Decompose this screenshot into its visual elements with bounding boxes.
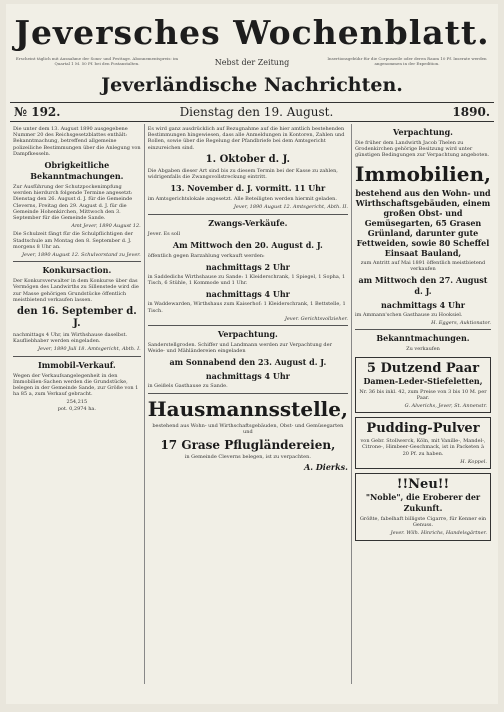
col1-sig-1: Amt Jever, 1890 August 12. <box>71 223 141 230</box>
col2-head-4: 17 Grase Pflugländereien, <box>160 438 336 453</box>
col2-date-1: 1. Oktober d. J. <box>205 153 291 165</box>
col2-text-9: bestehend aus Wohn- und Wirthschaftsgebäuden, Obst- und Gemüsegarten und <box>152 422 344 435</box>
ad-pudding-sig: H. Koppel. <box>460 458 487 465</box>
ad-cigar <box>355 473 491 541</box>
newspaper-title: Jeversches Wochenblatt. <box>14 13 490 52</box>
newspaper-subtitle: Jeverländische Nachrichten. <box>101 74 403 96</box>
col1-sig-2: Jever, 1890 August 12. Schulvorstand zu Jever. <box>22 252 141 259</box>
col3-time-1: nachmittags 4 Uhr <box>380 300 465 311</box>
col2-sig-3: A. Dierks. <box>304 462 348 473</box>
col1-val-1: 254,215 <box>66 399 88 406</box>
col3-text-4: im Ammann'schen Gasthause zu Hooksiel. <box>354 312 463 319</box>
col2-head-2: Verpachtung. <box>217 329 278 340</box>
masthead-subrow <box>6 56 498 68</box>
col3-head-2: Immobilien, <box>354 161 491 186</box>
col1-text-4: nachmittags 4 Uhr, im Wirthshause daselbst. Kaufliebhaber werden eingeladen. <box>13 332 128 345</box>
col2-text-2: im Amtsgerichtslokale angesetzt. Alle Beteiligten werden hiermit geladen. <box>147 196 337 203</box>
ad-boots-text: Damen-Leder-Stiefeletten, <box>363 375 483 386</box>
column-3 <box>352 124 494 684</box>
dateline <box>10 102 494 122</box>
col2-head-1: Zwangs-Verkäufe. <box>208 217 288 228</box>
ad-pudding-head: Pudding-Pulver <box>366 421 480 437</box>
col2-date-3: Am Mittwoch den 20. August d. J. <box>172 239 323 250</box>
ad-cigar-sig: Jever. Wilh. Hinrichs, Handelsgärtner. <box>390 530 487 537</box>
col1-date-3: den 16. September d. J. <box>17 306 137 330</box>
col2-sig-2: Jever. Gerichtsvollzieher. <box>284 315 348 322</box>
col2-intro: Es wird ganz ausdrücklich auf Bezugnahme auf die hier amtlich bestehenden Bestimmungen hingewiesen, dass alle Anmeldungen in Kontoren, Zahlen und Rollen, sowie über die Regelung der Pfandbriefe bei dem Amtsgericht einzureichen sind. <box>147 126 345 151</box>
ad-boots-sig: G. Alverichs, Jever, St. Annenstr. <box>404 403 487 410</box>
divider <box>13 261 141 262</box>
columns <box>10 124 494 684</box>
col1-text-3: Der Konkursverwalter in dem Konkurse über das Vermögen des Landwirths zu Sillenstede wird die zur Masse gehörigen Grundstücke öffentlich meistbietend verkaufen lassen. <box>13 278 139 303</box>
col2-sig-1: Jever, 1890 August 12. Amtsgericht, Abth. II. <box>233 204 348 211</box>
col2-text-6: in Waddewarden, Wirthshaus zum Kaiserhof: 1 Kleiderschrank, 1 Bettstelle, 1 Tisch. <box>147 301 346 314</box>
col2-time-1: nachmittags 2 Uhr <box>205 262 290 273</box>
masthead <box>6 4 498 98</box>
col1-text-2: Die Schulzeit fängt für die Schulpflichtigen der Stadtschule am Montag den 8. September d. J. morgens 8 Uhr an. <box>13 231 134 250</box>
newspaper-page <box>6 4 498 704</box>
col2-time-3: nachmittags 4 Uhr <box>205 371 290 382</box>
col1-intro: Die unter dem 13. August 1890 ausgegebene Nummer 20 des Reichsgesetzblattes enthält: Bekanntmachung, betreffend allgemeine polizeiliche Bestimmungen über die Anlegung von Dampfkesseln. <box>13 126 141 157</box>
col2-text-4: öffentlich gegen Barzahlung verkauft werden: <box>147 252 265 259</box>
ad-boots <box>355 357 491 414</box>
col1-head-2: Konkursaction. <box>42 265 112 276</box>
masthead-right-text: Insertionsgebühr für die Corpuszeile oder deren Raum 10 Pf. Inserate werden angenommen in der Expedition. <box>327 56 487 66</box>
col2-text-8: in Geißels Gasthause zu Sande. <box>147 383 228 390</box>
ad-cigar-head: !!Neu!! <box>396 477 450 493</box>
col3-date-1: am Mittwoch den 27. August d. J. <box>358 275 488 297</box>
ad-cigar-text: "Noble", die Eroberer der Zukunft. <box>365 492 481 514</box>
ad-cigar-sub: Größte, fabelhaft billigste Cigarre, für Kenner ein Genuss. <box>359 516 487 529</box>
masthead-left-text: Erscheint täglich mit Ausnahme der Sonn- und Festtage. Abonnementspreis: im Quartal 1 M. 50 Pf. bei den Postanstalten. <box>15 56 179 66</box>
col2-date-4: am Sonnabend den 23. August d. J. <box>169 357 327 368</box>
issue-date: Dienstag den 19. August. <box>179 105 334 119</box>
col3-text-5: Zu verkaufen <box>406 346 440 353</box>
ad-pudding-text: von Gebr. Stollwerck, Köln, mit Vanille-, Mandel-, Citrone-, Himbeer-Geschmack, ist in Packeten à 20 Pf. zu haben. <box>360 438 486 457</box>
col3-text-3: zum Antritt auf Mai 1891 öffentlich meistbietend verkaufen <box>360 259 486 272</box>
col1-sig-3: Jever, 1890 Juli 18. Amtsgericht, Abth. I. <box>38 346 141 353</box>
col1-text-5: Wegen der Verkaufsangelegenheit in den Immobilien-Sachen werden die Grundstücke, belegen in der Gemeinde Sande, zur Größe von 1 ha 85 a, zum Verkauf gebracht. <box>13 372 139 398</box>
col2-date-2: 13. November d. J. vormitt. 11 Uhr <box>170 183 326 194</box>
col3-head-1: Verpachtung. <box>393 127 453 137</box>
col2-text-1: Die Abgaben dieser Art sind bis zu diesem Termin bei der Kasse zu zahlen, widrigenfalls die Zwangsvollstreckung eintritt. <box>147 167 338 181</box>
col1-val-2: pot. 0,2974 ha. <box>57 405 96 412</box>
col3-sig-1: H. Eggers, Auktionator. <box>431 320 491 327</box>
ad-pudding <box>355 417 491 469</box>
col2-text-7: Sanderstellgroden. Schiffer und Landmann werden zur Verpachtung der Weide- und Mähländereien eingeladen <box>147 342 332 355</box>
issue-year: 1890. <box>452 105 490 119</box>
ad-boots-head: 5 Dutzend Paar <box>366 360 480 376</box>
col2-time-2: nachmittags 4 Uhr <box>205 289 290 300</box>
col2-head-3: Hausmannsstelle, <box>147 396 348 421</box>
divider <box>148 393 348 394</box>
col3-text-1: Die früher dem Landwirth Jacob Thelen zu Grodenkirchen gehörige Besitzung wird unter günstigen Bedingungen zur Verpachtung angeboten. <box>354 140 490 159</box>
col1-text-1: Zur Ausführung der Schutzpockenimpfung werden hierdurch folgende Termine angesetzt: Dienstag den 26. August d. J. für die Gemeinde Cleverns, Freitag den 29. August d. J. für die Gemeinde Hohenkirchen, Mittwoch den 3. September für die Gemeinde Sande. <box>13 184 133 222</box>
col2-text-10: in Gemeinde Cleverns belegen, ist zu verpachten. <box>184 454 311 461</box>
col2-text-5: in Saddedichs Wirthshause zu Sande: 1 Kleiderschrank, 1 Spiegel, 1 Sopha, 1 Tisch, 6 Stühle, 1 Kommode und 1 Uhr. <box>147 274 346 287</box>
column-1 <box>10 124 145 684</box>
col1-head-3: Immobil-Verkauf. <box>38 359 116 370</box>
col2-text-3: Jever. Es soll <box>147 230 181 237</box>
divider <box>148 325 348 326</box>
column-2 <box>145 124 352 684</box>
divider <box>148 214 348 215</box>
col3-text-2: bestehend aus den Wohn- und Wirthschaftsgebäuden, einem großen Obst- und Gemüsegarten, 65 Grasen Grünland, darunter gute Fettweiden, sowie 80 Scheffel Einsaat Bauland, <box>355 187 491 258</box>
col1-head-1: Obrigkeitliche Bekanntmachungen. <box>30 160 124 182</box>
divider <box>13 356 141 357</box>
issue-number: № 192. <box>14 105 61 119</box>
masthead-middle-text: Nebst der Zeitung <box>214 58 290 67</box>
divider <box>355 329 491 330</box>
ad-boots-sub: Nr. 36 bis inkl. 42, zum Preise von 3 bis 10 M. per Paar. <box>359 388 487 401</box>
col3-head-3: Bekanntmachungen. <box>376 333 470 344</box>
